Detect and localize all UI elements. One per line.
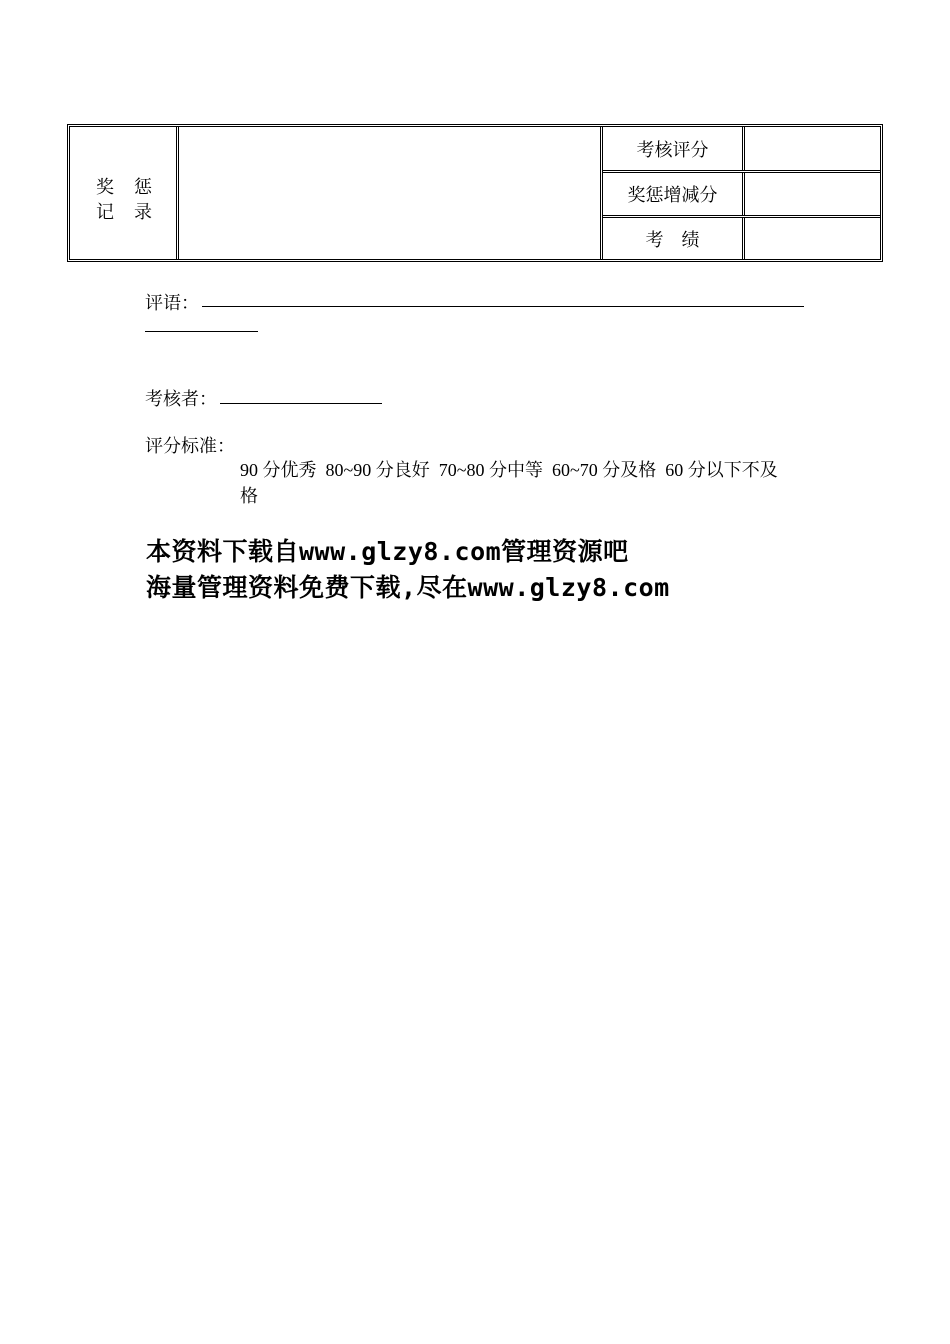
performance-cell[interactable] (745, 218, 880, 259)
reward-punishment-table (67, 124, 883, 262)
comment-line[interactable] (202, 306, 804, 307)
score-row-label: 奖惩增减分 (603, 173, 745, 215)
assessment-score-cell[interactable] (745, 127, 880, 170)
scoring-standard-label: 评分标准： (145, 436, 235, 456)
label-char: 惩 (134, 177, 152, 197)
label-char: 记 (96, 202, 114, 222)
download-notice-line: 海量管理资料免费下载,尽在www.glzy8.com (146, 573, 670, 602)
score-row-label: 考 绩 (603, 218, 745, 259)
scoring-standard-text-cont: 格 (240, 486, 258, 506)
comment-line[interactable] (145, 331, 258, 332)
label-char: 录 (134, 202, 152, 222)
table-row (603, 218, 880, 259)
reward-punishment-record-label (70, 127, 179, 259)
label-char: 奖 (96, 177, 114, 197)
table-row (603, 127, 880, 173)
assessor-signature-line[interactable] (220, 403, 382, 404)
comment-label: 评语： (145, 293, 199, 313)
record-content-cell[interactable] (179, 127, 603, 259)
table-row (603, 173, 880, 218)
assessor-label: 考核者： (145, 389, 217, 409)
download-notice-line: 本资料下载自www.glzy8.com管理资源吧 (146, 537, 629, 566)
bonus-adjustment-cell[interactable] (745, 173, 880, 215)
scoring-standard-text: 90 分优秀 80~90 分良好 70~80 分中等 60~70 分及格 60 分以下不及 (240, 460, 778, 480)
score-row-label: 考核评分 (603, 127, 745, 170)
